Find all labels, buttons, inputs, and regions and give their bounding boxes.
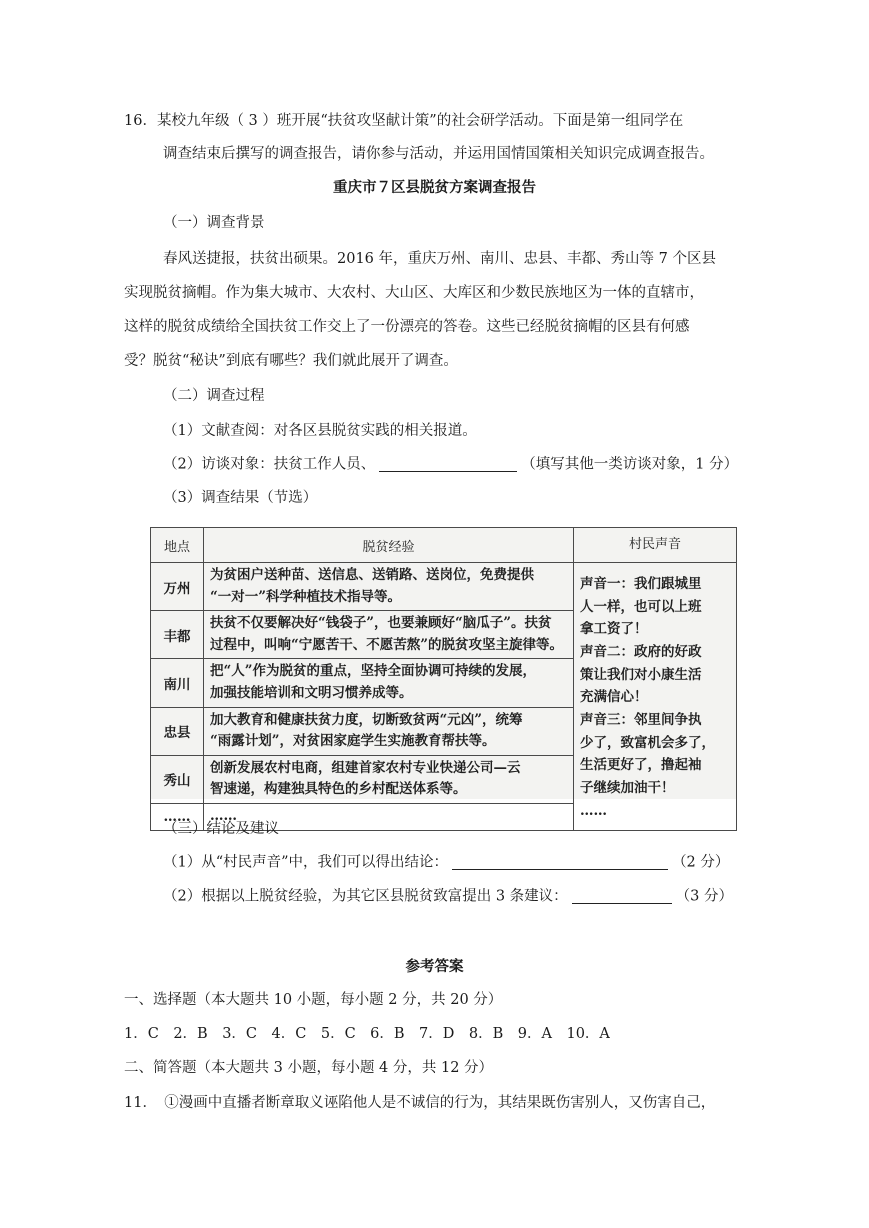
answer-11: 11． ①漫画中直播者断章取义诬陷他人是不诚信的行为，其结果既伤害别人，又伤害自己， <box>124 1095 716 1111</box>
section-1-heading: 一、选择题（本大题共 10 小题，每小题 2 分，共 20 分） <box>124 992 503 1008</box>
place-cell: 忠县 <box>151 707 204 755</box>
conclusion-item-2-label: （2）根据以上脱贫经验，为其它区县脱贫致富提出 3 条建议： <box>163 888 568 905</box>
place-cell: 丰都 <box>151 611 204 659</box>
experience-line: 过程中，叫响“宁愿苦干、不愿苦熬”的脱贫攻坚主旋律等。 <box>210 636 564 653</box>
voice-line: 声音一：我们跟城里 <box>580 576 702 592</box>
header-voices: 村民声音 <box>574 528 737 563</box>
conclusion-answer-blank[interactable] <box>452 855 668 870</box>
background-heading: （一）调查背景 <box>163 215 265 231</box>
experience-cell <box>204 563 574 611</box>
conclusion-item-1-score: （2 分） <box>672 854 730 871</box>
report-title: 重庆市７区县脱贫方案调查报告 <box>333 180 536 196</box>
voice-line: 少了，致富机会多了， <box>580 734 715 751</box>
conclusion-item-1-label: （1）从“村民声音”中，我们可以得出结论： <box>163 854 449 871</box>
background-paragraph-line-3: 这样的脱贫成绩给全国扶贫工作交上了一份漂亮的答卷。这些已经脱贫摘帽的区县有何感 <box>124 319 690 335</box>
voice-line: 生活更好了，撸起袖 <box>580 757 702 774</box>
process-item-3: （3）调查结果（节选） <box>163 490 318 506</box>
voice-line: 声音三：邻里间争执 <box>580 712 702 729</box>
survey-results-table <box>150 527 737 825</box>
place-cell: 南川 <box>151 659 204 707</box>
experience-line: 加强技能培训和文明习惯养成等。 <box>210 684 413 701</box>
table-header-row <box>151 528 737 563</box>
experience-cell <box>204 755 574 803</box>
process-item-2-label: （2）访谈对象：扶贫工作人员、 <box>163 456 376 473</box>
experience-line: 扶贫不仅要解决好“钱袋子”，也要兼顾好“脑瓜子”。扶贫 <box>210 615 552 632</box>
experience-line: “一对一”科学种植技术指导等。 <box>210 588 402 605</box>
place-cell: 万州 <box>151 563 204 611</box>
experience-line: “雨露计划”，对贫困家庭学生实施教育帮扶等。 <box>210 733 496 750</box>
experience-line: 智速递，构建独具特色的乡村配送体系等。 <box>210 781 467 798</box>
process-item-1: （1）文献查阅：对各区县脱贫实践的相关报道。 <box>163 423 477 439</box>
voice-line: 策让我们对小康生活 <box>580 666 702 683</box>
question-16-line-1: 16．某校九年级（ 3 ）班开展“扶贫攻坚献计策”的社会研学活动。下面是第一组同学在 <box>124 113 684 129</box>
voice-line: 人一样，也可以上班 <box>580 598 702 615</box>
process-item-2-note: （填写其他一类访谈对象，1 分） <box>521 456 739 473</box>
conclusion-item-2-score: （3 分） <box>675 888 734 905</box>
header-place: 地点 <box>151 528 204 563</box>
conclusion-heading: （三）结论及建议 <box>163 821 279 837</box>
interviewee-answer-blank[interactable] <box>379 457 517 472</box>
conclusion-item-1 <box>163 855 729 870</box>
section-2-heading: 二、简答题（本大题共 3 小题，每小题 4 分，共 12 分） <box>124 1060 494 1076</box>
process-item-2 <box>163 457 738 472</box>
voice-line: 充满信心！ <box>580 689 648 706</box>
table-row <box>151 563 737 611</box>
villager-voices-cell <box>574 563 737 831</box>
experience-line: 为贫困户送种苗、送信息、送销路、送岗位，免费提供 <box>210 567 534 583</box>
place-cell: …… <box>151 803 204 830</box>
experience-line: 加大教育和健康扶贫力度，切断致贫两“元凶”，统筹 <box>210 711 523 728</box>
process-heading: （二）调查过程 <box>163 388 265 404</box>
voice-line: …… <box>580 802 607 819</box>
header-experience: 脱贫经验 <box>204 528 574 563</box>
answer-key-title: 参考答案 <box>405 959 464 975</box>
conclusion-item-2 <box>163 889 733 904</box>
voice-line: 声音二：政府的好政 <box>580 644 702 661</box>
background-paragraph-line-1: 春风送捷报，扶贫出硕果。2016 年，重庆万州、南川、忠县、丰都、秀山等 7 个区县 <box>163 251 716 267</box>
experience-cell <box>204 611 574 659</box>
experience-cell: …… <box>204 803 574 830</box>
section-1-answers: 1．C 2．B 3．C 4．C 5．C 6．B 7．D 8．B 9．A 10．A <box>124 1026 610 1042</box>
place-cell: 秀山 <box>151 755 204 803</box>
experience-cell <box>204 707 574 755</box>
suggestions-answer-blank[interactable] <box>572 889 672 904</box>
experience-cell <box>204 659 574 707</box>
voice-line: 拿工资了！ <box>580 621 648 638</box>
question-16-line-2: 调查结束后撰写的调查报告，请你参与活动，并运用国情国策相关知识完成调查报告。 <box>163 146 714 162</box>
background-paragraph-line-4: 受？脱贫“秘诀”到底有哪些？我们就此展开了调查。 <box>124 353 458 369</box>
experience-line: 创新发展农村电商，组建首家农村专业快递公司—云 <box>210 759 521 776</box>
experience-line: 把“人”作为脱贫的重点，坚持全面协调可持续的发展， <box>210 663 537 680</box>
voice-line: 子继续加油干！ <box>580 780 675 797</box>
background-paragraph-line-2: 实现脱贫摘帽。作为集大城市、大农村、大山区、大库区和少数民族地区为一体的直辖市， <box>124 285 704 301</box>
